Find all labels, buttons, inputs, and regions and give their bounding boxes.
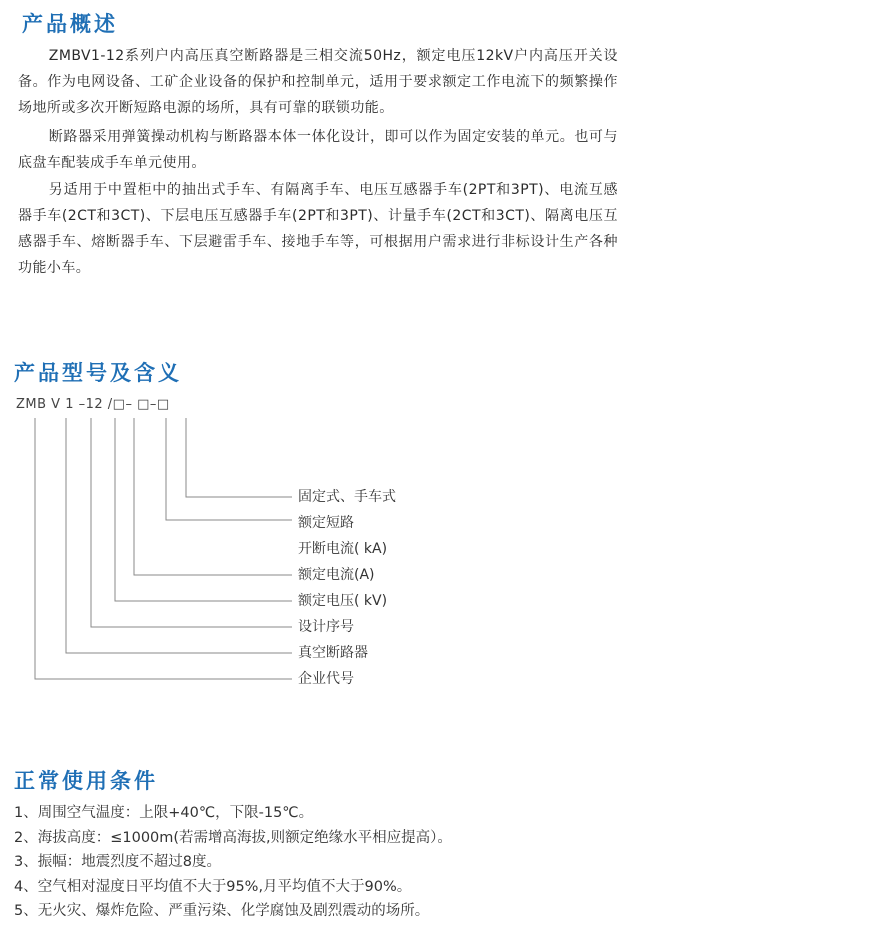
overview-paragraph-1: ZMBV1-12系列户内高压真空断路器是三相交流50Hz，额定电压12kV户内高压开关设备。作为电网设备、工矿企业设备的保护和控制单元，适用于要求额定工作电流下的频繁操作场地所或多次开断短路电源的场所，具有可靠的联锁功能。 <box>18 48 618 116</box>
legend-breaking-current: 开断电流( kA) <box>298 541 388 557</box>
legend-vacuum-breaker: 真空断路器 <box>298 645 368 661</box>
condition-item-4: 4、空气相对湿度日平均值不大于95%,月平均值不大于90%。 <box>14 879 412 895</box>
overview-paragraph-3: 另适用于中置柜中的抽出式手车、有隔离手车、电压互感器手车(2PT和3PT)、电流互感器手车(2CT和3CT)、下层电压互感器手车(2PT和3PT)、计量手车(2CT和3CT)、隔离电压互感器手车、熔断器手车、下层避雷手车、接地手车等，可根据用户需求进行非标设计生产各种功能小车。 <box>18 182 618 276</box>
legend-design-number: 设计序号 <box>298 619 354 635</box>
condition-item-2: 2、海拔高度：≤1000m(若需增高海拔,则额定绝缘水平相应提高）。 <box>14 830 452 846</box>
legend-rated-current: 额定电流(A) <box>298 567 375 583</box>
section-heading-overview: 产品概述 <box>22 12 118 36</box>
section-heading-conditions: 正常使用条件 <box>14 769 158 793</box>
condition-item-1: 1、周围空气温度：上限+40℃，下限-15℃。 <box>14 805 314 821</box>
model-code: ZMB V 1 –12 /□– □–□ <box>16 397 170 412</box>
leader-line-vacuum-breaker <box>66 418 292 653</box>
condition-item-5: 5、无火灾、爆炸危险、严重污染、化学腐蚀及剧烈震动的场所。 <box>14 903 430 919</box>
leader-line-rated-voltage <box>115 418 292 601</box>
condition-item-3: 3、振幅：地震烈度不超过8度。 <box>14 854 221 870</box>
leader-line-mounting <box>186 418 292 497</box>
leader-line-company-code <box>35 418 292 679</box>
legend-mounting-type: 固定式、手车式 <box>298 489 396 505</box>
legend-rated-voltage: 额定电压( kV) <box>298 593 388 609</box>
section-heading-model: 产品型号及含义 <box>14 361 182 385</box>
leader-line-breaking-current <box>166 418 292 520</box>
leader-line-design-number <box>91 418 292 627</box>
overview-paragraph-2: 断路器采用弹簧操动机构与断路器本体一体化设计，即可以作为固定安装的单元。也可与底盘车配装成手车单元使用。 <box>18 129 618 171</box>
legend-company-code: 企业代号 <box>298 671 354 687</box>
legend-rated-short-circuit: 额定短路 <box>298 515 354 531</box>
